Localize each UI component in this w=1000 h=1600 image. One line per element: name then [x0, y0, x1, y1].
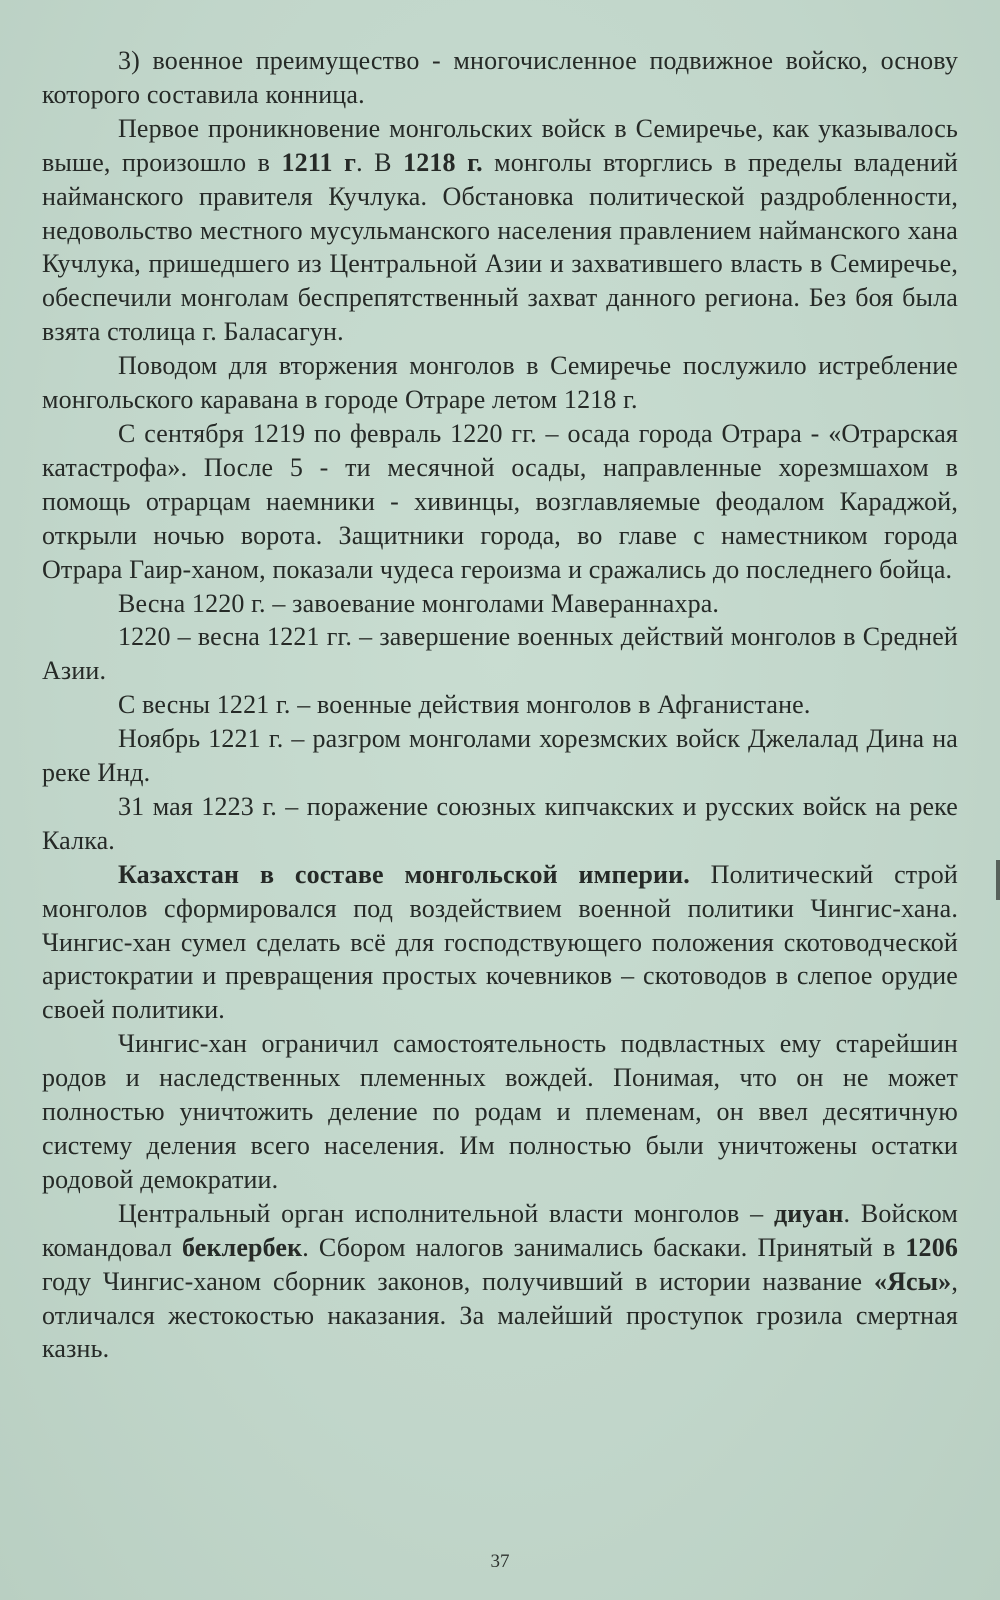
paragraph-otrar-siege: С сентября 1219 по февраль 1220 гг. – осада города Отрара - «Отрарская катастрофа». После 5 - ти месячной осады, направленные хорезмшахом в помощь отрарцам наемники - хивинцы, возглавляемые феодалом Караджой, открыли ночью ворота. Защитники города, во главе с наместником города Отрара Гаир-ханом, показали чудеса героизма и сражались до последнего бойца. [42, 418, 958, 584]
paragraph-afghanistan: С весны 1221 г. – военные действия монголов в Афганистане. [118, 690, 811, 720]
paragraph-kazakhstan-empire: Казахстан в составе монгольской империи. Политический строй монголов сформировался под воздействием военной политики Чингис-хана. Чингис-хан сумел сделать всё для господствующего положения скотоводческой аристократии и превращения простых кочевников – скотоводов в слепое орудие своей политики. [42, 859, 958, 1025]
paragraph-yasa: Центральный орган исполнительной власти монголов – диуан. Войском командовал беклербек. Сбором налогов занимались баскаки. Принятый в 1206 году Чингис-ханом сборник законов, получивший в истории название «Ясы», отличался жестокостью наказания. За малейший проступок грозила смертная казнь. [42, 1198, 958, 1364]
body-text [42, 44, 958, 1366]
scan-edge-mark [996, 860, 1000, 900]
paragraph-pretext: Поводом для вторжения монголов в Семиречье послужило истребление монгольского каравана в городе Отраре летом 1218 г. [42, 351, 958, 415]
bold-term-diuan: диуан [773, 1198, 844, 1228]
bold-year-1218: 1218 г. [403, 147, 483, 177]
paragraph-indus: Ноябрь 1221 г. – разгром монголами хорезмских войск Джелалад Дина на реке Инд. [42, 724, 958, 788]
bold-year-1206: 1206 [905, 1232, 958, 1262]
paragraph-military-advantage: 3) военное преимущество - многочисленное подвижное войско, основу которого составила конница. [42, 46, 958, 109]
paragraph-spring-1220: Весна 1220 г. – завоевание монголами Мавераннахра. [118, 588, 720, 618]
paragraph-kalka: 31 мая 1223 г. – поражение союзных кипчакских и русских войск на реке Калка. [42, 791, 958, 855]
paragraph-first-invasion: Первое проникновение монгольских войск в Семиречье, как указывалось выше, произошло в 1211 г. В 1218 г. монголы вторглись в пределы владений найманского правителя Кучлука. Обстановка политической раздробленности, недовольство местного мусульманского населения правлением найманского хана Кучлука, пришедшего из Центральной Азии и захватившего власть в Семиречье, обеспечили монголам беспрепятственный захват данного региона. Без боя была взята столица г. Баласагун. [42, 113, 958, 347]
section-heading: Казахстан в составе монгольской империи. [118, 859, 690, 889]
bold-term-beklerbek: беклербек [181, 1232, 303, 1262]
paragraph-1220-1221: 1220 – весна 1221 гг. – завершение военных действий монголов в Средней Азии. [42, 622, 958, 686]
page-number: 37 [490, 1551, 510, 1572]
bold-year-1211: 1211 г [281, 147, 357, 177]
paragraph-decimal-system: Чингис-хан ограничил самостоятельность подвластных ему старейшин родов и наследственных племенных вождей. Понимая, что он не может полностью уничтожить деление по родам и племенам, он ввел десятичную систему деления всего населения. Им полностью были уничтожены остатки родовой демократии. [42, 1029, 958, 1194]
bold-term-yasa: «Ясы» [873, 1266, 952, 1296]
